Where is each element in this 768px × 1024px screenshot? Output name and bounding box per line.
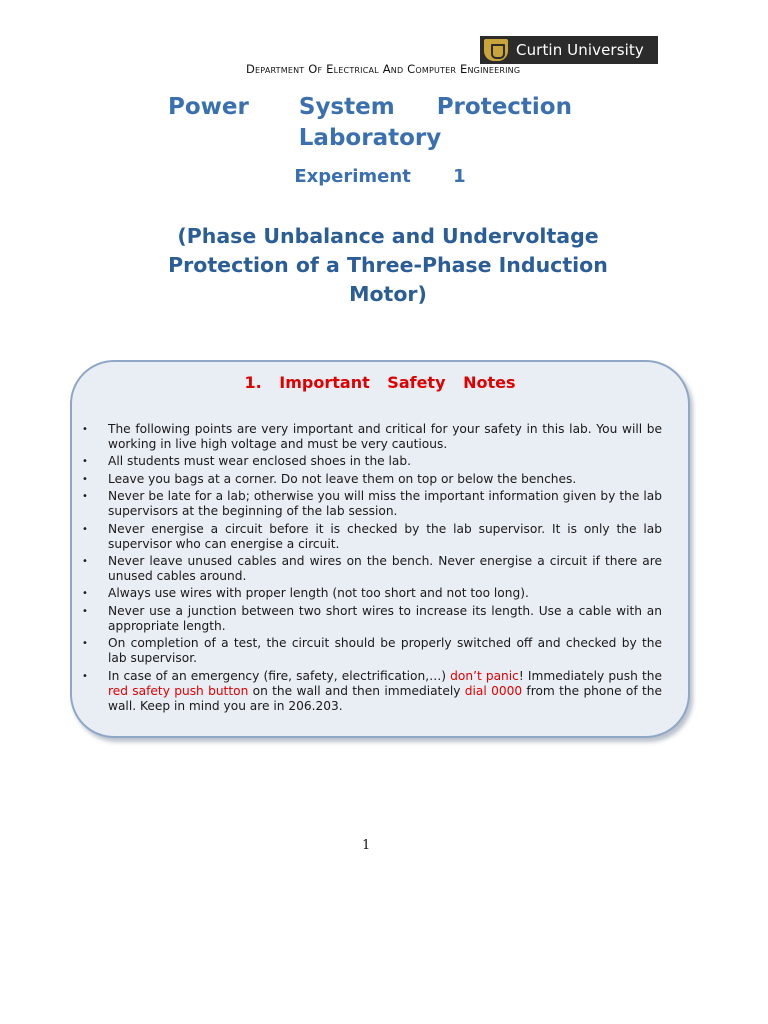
dial-number-text: dial 0000 <box>464 683 523 698</box>
list-item: • All students must wear enclosed shoes in the lab. <box>82 454 412 469</box>
experiment-number: 1 <box>453 166 466 187</box>
red-button-text: red safety push button <box>108 683 249 698</box>
logo-text: Curtin University <box>516 41 644 59</box>
title-word: System <box>298 94 395 120</box>
topic-line: (Phase Unbalance and Undervoltage <box>177 224 599 248</box>
title-line2: Laboratory <box>298 125 442 151</box>
bullet-icon: • <box>82 424 88 435</box>
experiment-topic <box>108 222 668 309</box>
bullet-icon: • <box>82 456 88 468</box>
curtin-logo <box>480 36 658 64</box>
page-number: 1 <box>362 838 371 853</box>
bullet-icon: • <box>82 491 88 503</box>
list-item: • Never leave unused cables and wires on the bench. Never energise a circuit if there are unused cables around. <box>82 553 662 583</box>
bullet-icon: • <box>82 555 88 567</box>
safety-heading: 1. Important Safety Notes <box>244 373 516 392</box>
list-item: • Never use a junction between two short wires to increase its length. Use a cable with an appropriate length. <box>82 603 662 633</box>
bullet-icon: • <box>82 588 88 600</box>
title-word: Power <box>168 94 249 120</box>
bullet-icon: • <box>82 523 88 535</box>
list-item: • On completion of a test, the circuit should be properly switched off and checked by the lab supervisor. <box>82 636 662 666</box>
bullet-icon: • <box>82 670 88 682</box>
topic-line: Motor) <box>349 282 427 306</box>
list-item: • Never be late for a lab; otherwise you will miss the important information given by the lab supervisors at the beginning of the lab session. <box>82 489 662 519</box>
topic-line: Protection of a Three-Phase Induction <box>168 253 608 277</box>
bullet-icon: • <box>82 605 88 617</box>
bullet-icon: • <box>82 638 88 650</box>
experiment-heading <box>200 166 560 187</box>
list-item: • Always use wires with proper length (not too short and not too long). <box>82 586 529 601</box>
dont-panic-text: don’t panic <box>450 668 519 683</box>
lab-title <box>140 92 600 154</box>
bullet-icon: • <box>82 473 88 485</box>
experiment-label: Experiment <box>294 166 411 187</box>
list-item: • The following points are very important and critical for your safety in this lab. You will be working in live high voltage and must be very cautious. <box>82 422 662 451</box>
department-name: Department Of Electrical And Computer Engineering <box>246 62 521 76</box>
safety-notes-box <box>70 360 690 738</box>
list-item: • Leave you bags at a corner. Do not leave them on top or below the benches. <box>82 471 577 486</box>
shield-icon <box>484 39 508 61</box>
title-word: Protection <box>436 94 572 120</box>
safety-list <box>82 422 662 716</box>
list-item: • Never energise a circuit before it is checked by the lab supervisor. It is only the lab supervisor who can energise a circuit. <box>82 521 662 551</box>
emergency-item: • In case of an emergency (fire, safety, electrification,…) don’t panic! Immediately push the red safety push button on the wall and then immediately dial 0000 from the phone of the wall. Keep in mind you are in 206.203. <box>82 668 662 713</box>
